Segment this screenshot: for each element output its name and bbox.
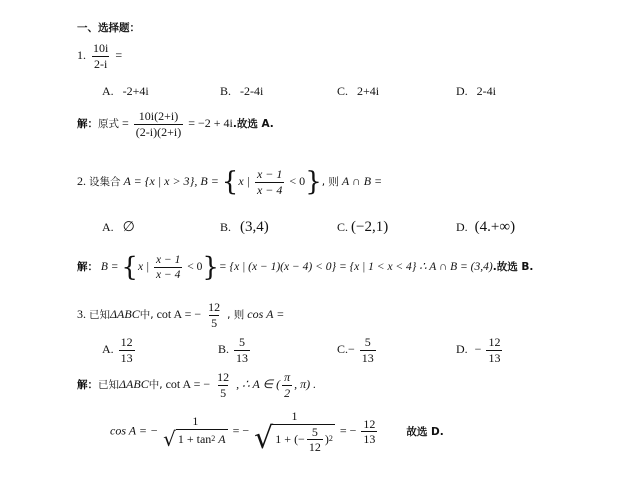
q1-num: 10i (93, 41, 109, 55)
q1-fraction (91, 42, 110, 70)
option-letter: D. (456, 341, 468, 356)
fraction-den: 2 (284, 385, 291, 400)
section-title: 一、选择题： (77, 22, 140, 34)
fraction-den: 13 (361, 350, 374, 365)
q1-option-c (337, 84, 379, 99)
option-value: 2-4i (476, 84, 497, 98)
q3-cot: cot A = − (156, 306, 202, 321)
solution-fraction (215, 371, 231, 399)
fraction-den (254, 420, 335, 456)
fraction-num: 5 (364, 335, 371, 349)
q3-number: 3. (77, 306, 86, 321)
radicand: 1 + (− (275, 432, 305, 447)
fraction-num: 12 (217, 370, 230, 384)
q2-ask-expr: A ∩ B = (341, 173, 383, 188)
option-sign: − (348, 341, 355, 356)
option-fraction (486, 336, 502, 364)
solution-close: , π) . (294, 376, 317, 391)
right-brace-icon: } (305, 167, 322, 198)
q2-set-a: A = {x | x > 3}, B = (123, 173, 219, 188)
fraction-num: 12 (208, 300, 221, 314)
q1-den: 2-i (94, 56, 108, 71)
inner-fraction (307, 426, 323, 454)
option-fraction (119, 336, 135, 364)
q2-solution (77, 254, 533, 281)
solution-label: 解： (77, 378, 98, 391)
fraction-num: x − 1 (155, 254, 181, 266)
right-brace-icon: } (202, 252, 219, 283)
q3-text: 中, (139, 308, 154, 321)
q3-option-c (337, 336, 378, 364)
solution-b-eq: B = (100, 261, 119, 274)
solution-therefore: , ∴ A ∈ ( (236, 376, 281, 391)
option-letter: A. (102, 341, 114, 356)
q3-solution-line2 (110, 410, 444, 454)
fraction-den: 13 (363, 432, 376, 447)
sqrt-icon: √ 1 + tan 2 A (163, 426, 226, 451)
q1-solution-fraction (134, 110, 183, 138)
fraction-num: x − 1 (256, 167, 283, 181)
q2-set-b-right: < 0 (289, 173, 306, 188)
fraction-den: 5 (220, 385, 227, 400)
q3-option-b (218, 336, 252, 364)
option-letter: B. (220, 84, 232, 98)
fraction-den: x − 4 (256, 182, 283, 197)
solution-rest: = {x | (x − 1)(x − 4) < 0} = {x | 1 < x < 4} ∴ A ∩ B = (3,4) (218, 261, 493, 274)
question-2 (77, 168, 382, 196)
solution-text: 已知 (98, 378, 119, 391)
solution-cot: cot A = − (165, 376, 211, 391)
solution-label: 解： (77, 261, 98, 274)
q3-triangle: ΔABC (110, 306, 140, 321)
solution-eq: = − (232, 423, 250, 438)
q2-solution-fraction (154, 254, 182, 281)
q2-ask-text: , 则 (321, 175, 339, 188)
q2-option-b (220, 219, 269, 236)
option-letter: C. (337, 341, 349, 356)
q1-eq: = (115, 47, 123, 62)
pi-fraction (282, 371, 292, 399)
option-value: -2+4i (122, 84, 149, 98)
radicand-var: A (218, 432, 226, 447)
fraction-num: 5 (239, 335, 246, 349)
solution-conclusion: 故选 D. (406, 425, 444, 438)
q2-option-c (337, 219, 388, 236)
option-fraction (360, 336, 376, 364)
fraction-num: 12 (120, 335, 133, 349)
q2-text: 设集合 (89, 175, 121, 188)
exponent: 2 (211, 434, 216, 444)
left-brace-icon: { (121, 252, 138, 283)
solution-eq: = (122, 115, 129, 130)
solution-prefix: 原式 (98, 117, 119, 130)
option-value: 2+4i (357, 84, 380, 98)
solution-fraction-3 (361, 418, 377, 446)
option-letter: B. (218, 341, 230, 356)
left-brace-icon: { (221, 167, 239, 198)
solution-eq: = − (339, 423, 357, 438)
radicand: ) (324, 432, 329, 447)
sqrt-icon: √ 1 + (− $\frac{5}{12}$ ) 2 (254, 420, 333, 456)
option-letter: D. (456, 220, 468, 234)
fraction-den: 13 (488, 350, 501, 365)
option-value: -2-4i (240, 84, 264, 98)
option-letter: A. (102, 84, 114, 98)
q2-set-b-fraction (255, 168, 284, 196)
option-sign: − (474, 341, 482, 356)
solution-label: 解： (77, 117, 98, 130)
empty-set-icon: ∅ (122, 220, 135, 235)
solution-conclusion: .故选 A. (232, 117, 274, 130)
option-letter: C. (337, 84, 349, 98)
q3-ask: cos A = (247, 306, 285, 321)
q3-solution-line1 (77, 371, 316, 399)
fraction-den: x − 4 (155, 269, 181, 282)
q2-option-d (456, 219, 515, 236)
solution-lt: < 0 (187, 261, 203, 274)
fraction-den: 13 (120, 350, 133, 365)
q1-option-a (102, 84, 149, 99)
solution-text: 中, (148, 378, 163, 391)
q3-fraction (206, 301, 222, 329)
q3-option-d (456, 336, 504, 364)
solution-left: x | (137, 261, 150, 274)
q1-solution (77, 110, 274, 138)
q3-text: , 则 (227, 308, 245, 321)
option-letter: B. (220, 220, 232, 234)
fraction-num: π (284, 370, 291, 384)
solution-conclusion: .故选 B. (492, 261, 534, 274)
radicand: 1 + tan (177, 432, 212, 447)
fraction-den: (2-i)(2+i) (135, 124, 182, 139)
q3-text: 已知 (89, 308, 110, 321)
option-letter: D. (456, 84, 468, 98)
q1-number: 1. (77, 47, 86, 62)
q2-option-a (102, 219, 135, 236)
q1-option-d (456, 84, 496, 99)
fraction-den: 12 (308, 440, 321, 455)
solution-fraction-1 (163, 415, 228, 449)
option-value: (4.+∞) (474, 219, 516, 235)
solution-result: = −2 + 4i (188, 115, 233, 130)
q3-option-a (102, 336, 137, 364)
option-letter: A. (102, 220, 114, 234)
fraction-num: 1 (192, 414, 199, 429)
option-value: (3,4) (240, 219, 269, 235)
fraction-num: 10i(2+i) (138, 109, 179, 123)
fraction-num: 12 (488, 335, 501, 349)
option-value: (−2,1) (351, 219, 389, 235)
fraction-den: 5 (211, 315, 218, 330)
solution-fraction-2 (254, 410, 335, 454)
fraction-num: 1 (291, 409, 298, 423)
fraction-den: 13 (236, 350, 249, 365)
question-3 (77, 301, 284, 329)
solution-cos-lhs: cos A = − (110, 423, 159, 438)
fraction-num: 12 (363, 416, 376, 431)
fraction-den (163, 426, 228, 451)
q2-number: 2. (77, 173, 86, 188)
option-fraction (234, 336, 250, 364)
fraction-num: 5 (311, 424, 318, 439)
q1-option-b (220, 84, 263, 99)
solution-triangle: ΔABC (119, 376, 149, 391)
question-1 (77, 42, 122, 70)
q2-set-b-left: x | (238, 173, 250, 188)
exponent: 2 (328, 434, 333, 444)
option-letter: C. (337, 220, 349, 234)
